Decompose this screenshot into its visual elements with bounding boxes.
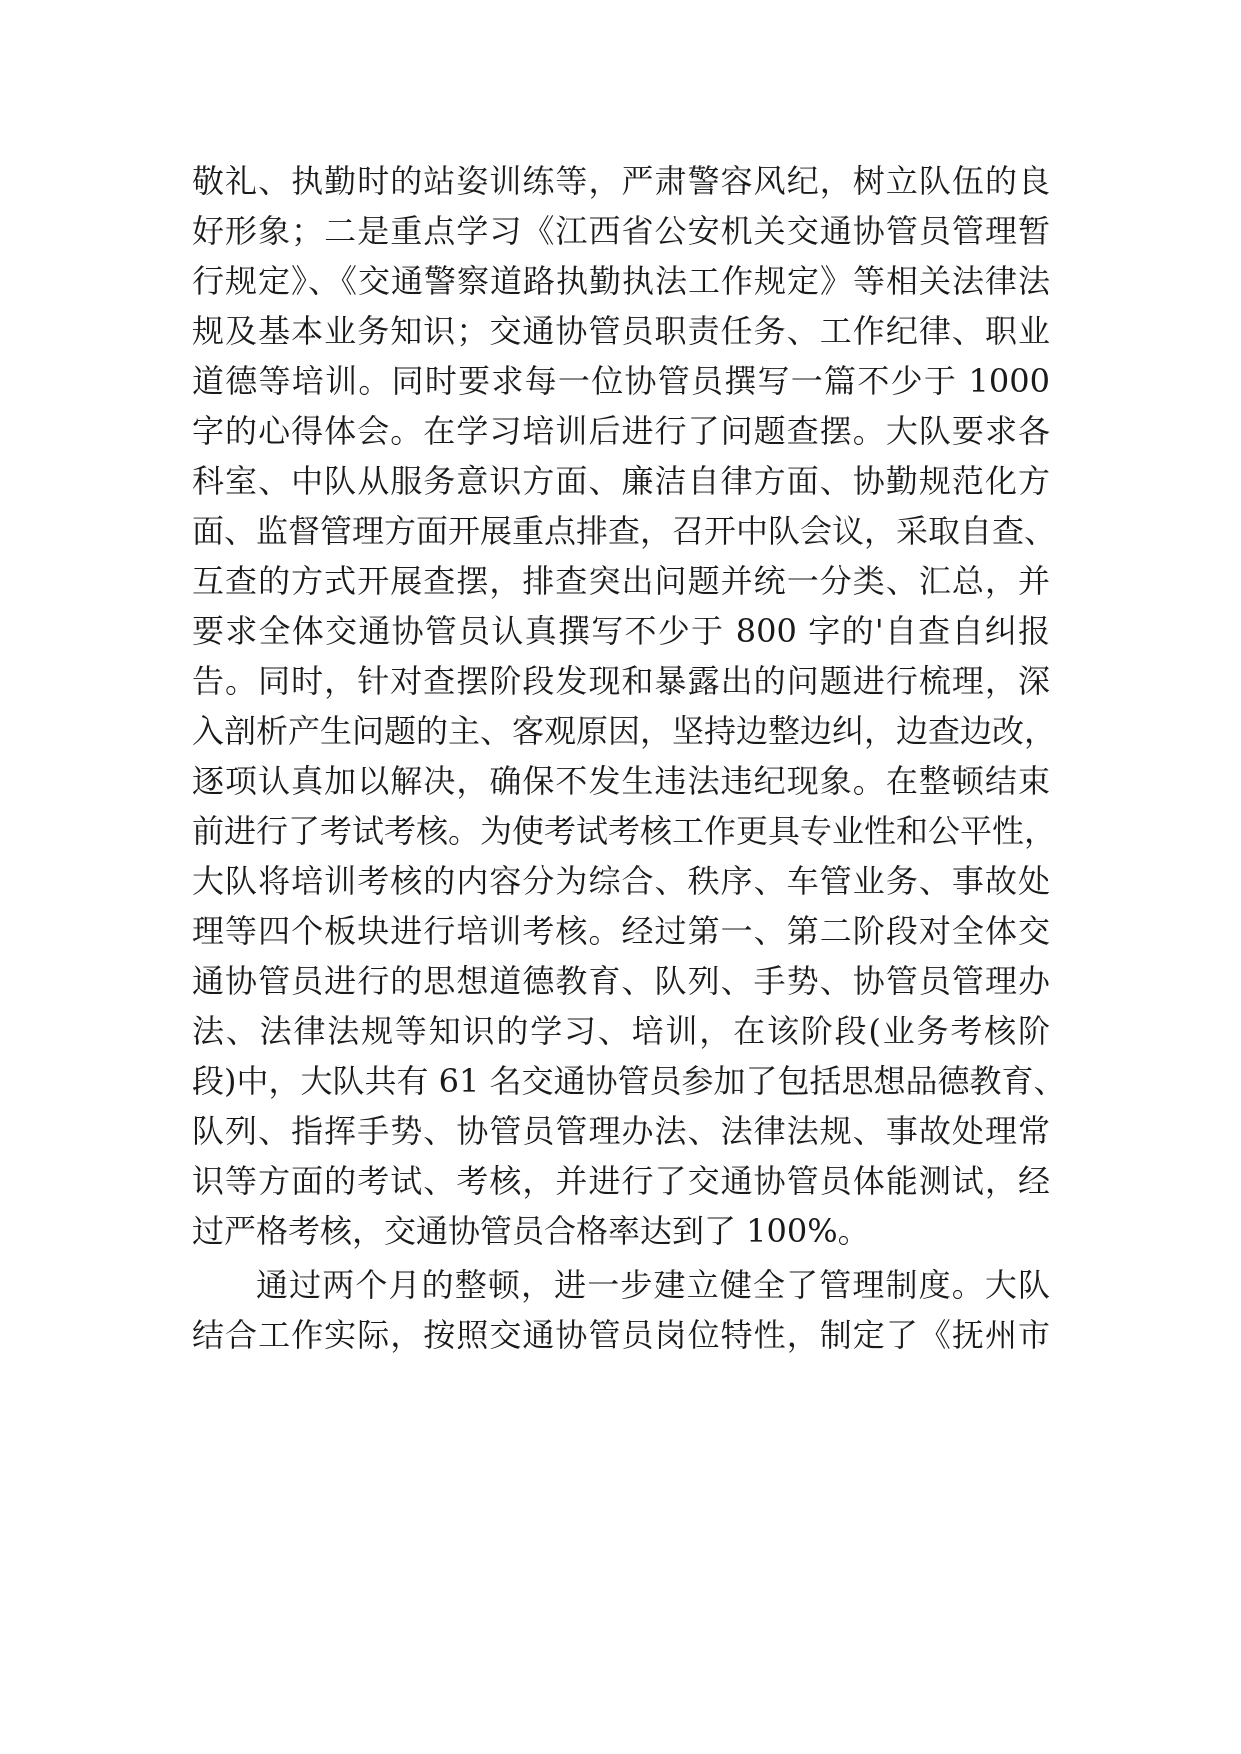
text-line: 道德等培训。同时要求每一位协管员撰写一篇不少于 1000 [192, 362, 1050, 400]
text-line: 大队将培训考核的内容分为综合、秩序、车管业务、事故处 [192, 862, 1050, 900]
text-line: 字的心得体会。在学习培训后进行了问题查摆。大队要求各 [192, 412, 1050, 450]
text-line: 逐项认真加以解决，确保不发生违法违纪现象。在整顿结束 [192, 762, 1050, 800]
text-line: 要求全体交通协管员认真撰写不少于 800 字的'自查自纠报 [192, 612, 1050, 650]
text-line: 通协管员进行的思想道德教育、队列、手势、协管员管理办 [192, 962, 1050, 1000]
text-line: 理等四个板块进行培训考核。经过第一、第二阶段对全体交 [192, 912, 1050, 950]
text-line: 互查的方式开展查摆，排查突出问题并统一分类、汇总，并 [192, 562, 1050, 600]
paragraph [192, 156, 1066, 1256]
text-line: 法、法律法规等知识的学习、培训，在该阶段(业务考核阶 [192, 1012, 1050, 1050]
body-text [192, 156, 1066, 1360]
text-line: 行规定》、《交通警察道路执勤执法工作规定》等相关法律法 [192, 262, 1050, 300]
text-line: 科室、中队从服务意识方面、廉洁自律方面、协勤规范化方 [192, 462, 1050, 500]
text-line: 规及基本业务知识；交通协管员职责任务、工作纪律、职业 [192, 312, 1050, 350]
text-line: 面、监督管理方面开展重点排查，召开中队会议，采取自查、 [192, 512, 1057, 550]
text-line: 通过两个月的整顿，进一步建立健全了管理制度。大队 [256, 1266, 1050, 1304]
text-line: 识等方面的考试、考核，并进行了交通协管员体能测试，经 [192, 1162, 1050, 1200]
text-line: 敬礼、执勤时的站姿训练等，严肃警容风纪，树立队伍的良 [192, 162, 1050, 200]
text-line: 队列、指挥手势、协管员管理办法、法律法规、事故处理常 [192, 1112, 1050, 1150]
text-line: 告。同时，针对查摆阶段发现和暴露出的问题进行梳理，深 [192, 662, 1050, 700]
text-line: 段)中，大队共有 61 名交通协管员参加了包括思想品德教育、 [192, 1062, 1066, 1100]
text-line: 前进行了考试考核。为使考试考核工作更具专业性和公平性， [192, 812, 1057, 850]
paragraph [192, 1260, 1050, 1360]
text-line: 入剖析产生问题的主、客观原因，坚持边整边纠，边查边改， [192, 712, 1057, 750]
text-line: 过严格考核，交通协管员合格率达到了 100%。 [192, 1212, 870, 1250]
text-line: 结合工作实际，按照交通协管员岗位特性，制定了《抚州市 [192, 1316, 1050, 1354]
text-line: 好形象；二是重点学习《江西省公安机关交通协管员管理暂 [192, 212, 1050, 250]
